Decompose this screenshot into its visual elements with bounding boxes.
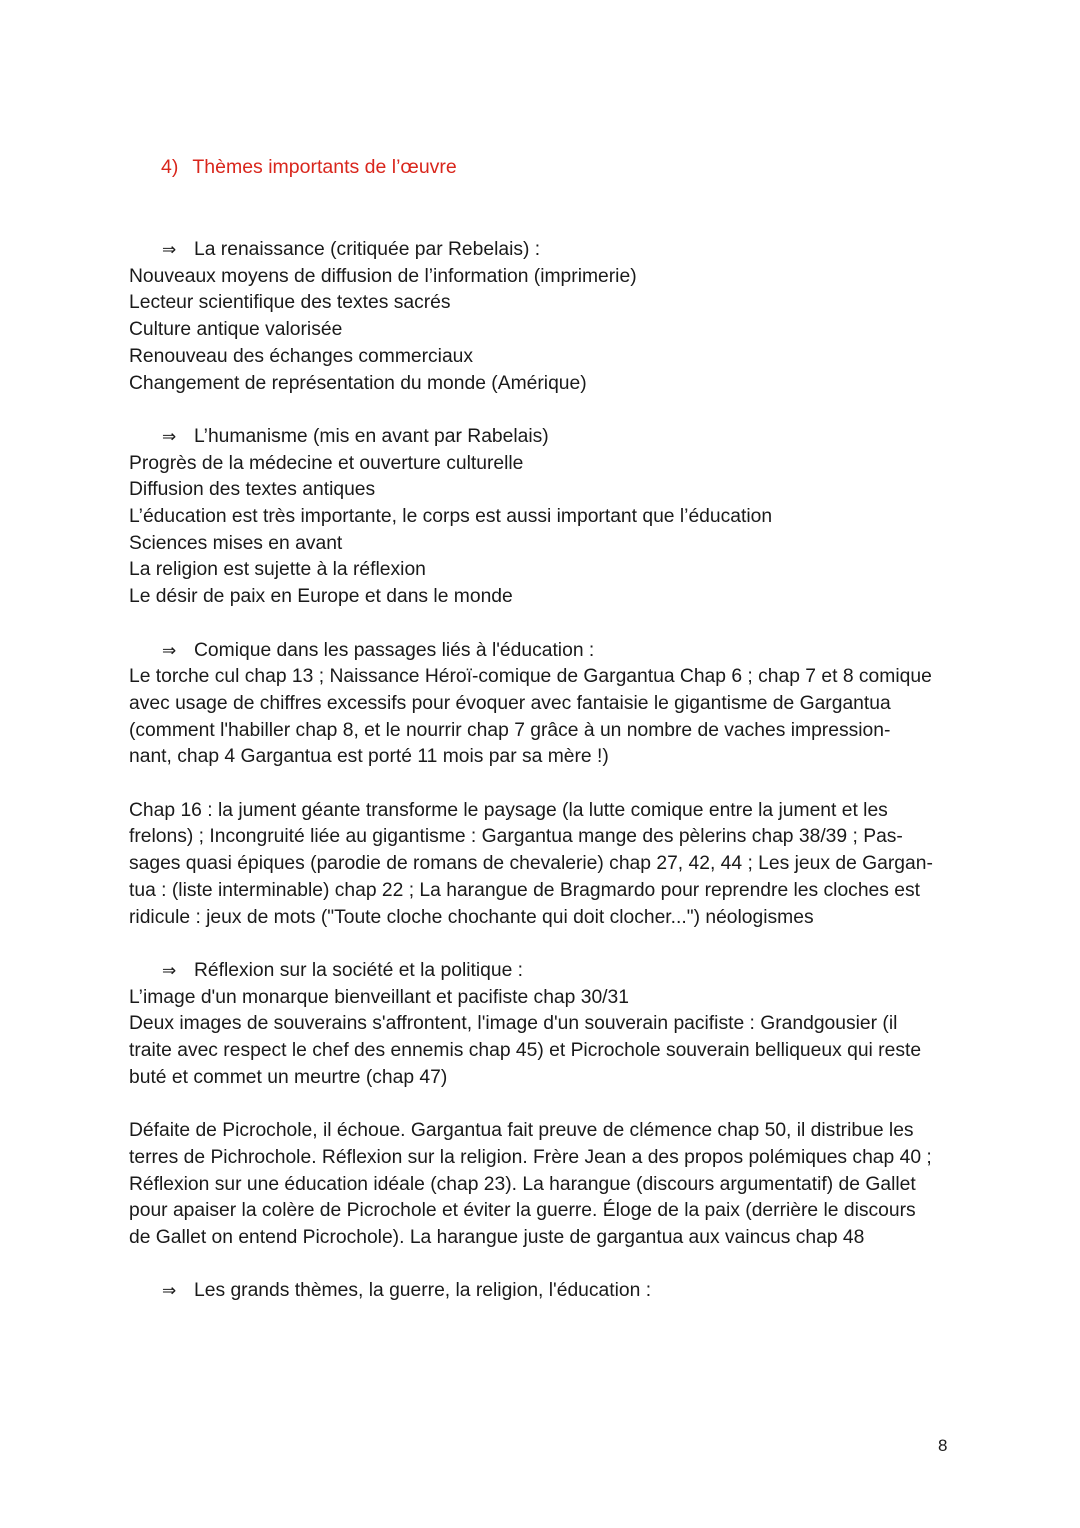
list-item: Sciences mises en avant — [129, 532, 343, 554]
section-heading — [161, 156, 457, 179]
bullet-label: Les grands thèmes, la guerre, la religion, l'éducation : — [194, 1280, 652, 1302]
list-item: La religion est sujette à la réflexion — [129, 559, 426, 581]
paragraph: Le torche cul chap 13 ; Naissance Héroï-comique de Gargantua Chap 6 ; chap 7 et 8 comique avec usage de chiffres excessifs pour évoquer avec fantaisie le gigantisme de Gargantua (comment l'habiller chap 8, et le nourrir chap 7 grâce à un nombre de vaches impression- nant, chap 4 Gargantua est porté 11 mois par sa mère !) — [129, 666, 932, 768]
bullet-themes — [129, 1278, 959, 1305]
bullet-humanisme — [129, 424, 959, 451]
list-item: Renouveau des échanges commerciaux — [129, 345, 474, 367]
list-item: Lecteur scientifique des textes sacrés — [129, 292, 451, 314]
arrow-right-icon: ⇒ — [162, 1281, 177, 1301]
section-societe — [129, 958, 959, 1092]
list-item: L’éducation est très importante, le corps est aussi important que l’éducation — [129, 506, 773, 528]
bullet-label: Réflexion sur la société et la politique : — [194, 959, 524, 981]
section-themes — [129, 1278, 959, 1305]
list-item: Progrès de la médecine et ouverture culturelle — [129, 452, 524, 474]
paragraph: L’image d'un monarque bienveillant et pacifiste chap 30/31 Deux images de souverains s'affrontent, l'image d'un souverain pacifiste : Grandgousier (il traite avec respect le chef des ennemis chap 45) et Picrochole souverain belliqueux qui reste buté et commet un meurtre (chap 47) — [129, 986, 922, 1088]
arrow-right-icon: ⇒ — [162, 640, 177, 660]
section-renaissance — [129, 237, 959, 397]
heading-title: Thèmes importants de l’œuvre — [192, 156, 457, 178]
list-item: Nouveaux moyens de diffusion de l’information (imprimerie) — [129, 265, 637, 287]
arrow-right-icon: ⇒ — [162, 426, 177, 446]
bullet-label: L’humanisme (mis en avant par Rabelais) — [194, 425, 549, 447]
section-comique — [129, 638, 959, 772]
section-comique-continued — [129, 798, 959, 932]
list-item: Diffusion des textes antiques — [129, 479, 376, 501]
bullet-label: La renaissance (critiquée par Rebelais) : — [194, 239, 541, 260]
bullet-label: Comique dans les passages liés à l'éducation : — [194, 639, 595, 661]
arrow-right-icon: ⇒ — [162, 960, 177, 980]
section-societe-continued — [129, 1118, 959, 1252]
heading-number: 4) — [161, 156, 179, 178]
paragraph: Défaite de Picrochole, il échoue. Gargantua fait preuve de clémence chap 50, il distribue les terres de Pichrochole. Réflexion sur la religion. Frère Jean a des propos polémiques chap 40 ; Réflexion sur une éducation idéale (chap 23). La harangue (discours argumentatif) de Gallet pour apaiser la colère de Picrochole et éviter la guerre. Éloge de la paix (derrière le discours de Gallet on entend Picrochole). La harangue juste de gargantua aux vaincus chap 48 — [129, 1120, 932, 1248]
bullet-societe — [129, 958, 959, 985]
page-number: 8 — [938, 1436, 948, 1455]
list-item: Le désir de paix en Europe et dans le monde — [129, 586, 513, 608]
list-item: Culture antique valorisée — [129, 319, 343, 341]
document-body — [129, 237, 959, 1305]
list-item: Changement de représentation du monde (Amérique) — [129, 372, 587, 394]
bullet-comique — [129, 638, 959, 665]
section-humanisme — [129, 424, 959, 611]
bullet-renaissance — [129, 237, 959, 264]
arrow-right-icon: ⇒ — [162, 240, 177, 259]
paragraph: Chap 16 : la jument géante transforme le paysage (la lutte comique entre la jument et les frelons) ; Incongruité liée au gigantisme : Gargantua mange des pèlerins chap 38/39 ; Pas- sages quasi épiques (parodie de romans de chevalerie) chap 27, 42, 44 ; Les jeux de Gargan- tua : (liste interminable) chap 22 ; La harangue de Bragmardo pour reprendre les cloches est ridicule : jeux de mots ("Toute cloche chochante qui doit clocher...") néologismes — [129, 799, 933, 928]
